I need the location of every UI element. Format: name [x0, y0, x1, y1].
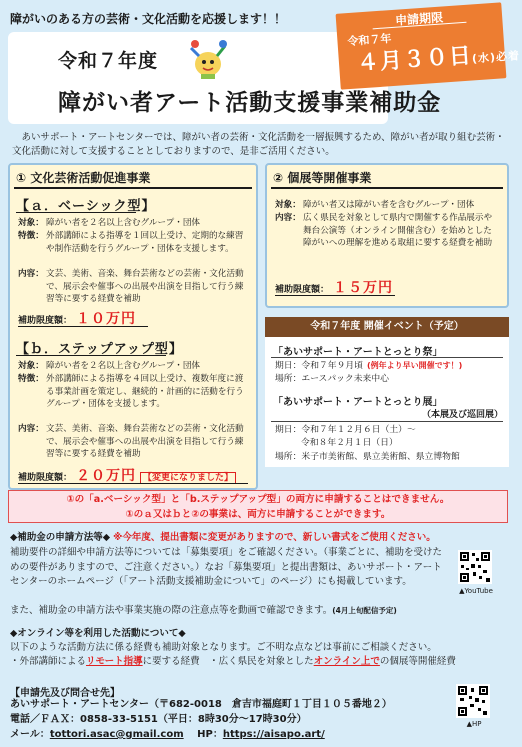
- method-heading-row: [10, 531, 470, 546]
- title-main: 障がい者アート活動支援事業補助金: [58, 90, 442, 116]
- event-2-place: 場所：米子市美術館、県立美術館、県立博物館: [275, 452, 460, 462]
- method-note: ※今年度、提出書類に変更がありますので、新しい書式をご使用ください。: [113, 532, 436, 543]
- contact-email-link[interactable]: tottori.asac@gmail.com: [49, 729, 184, 740]
- method-heading: ◆補助金の申請方法等◆: [10, 532, 111, 543]
- type-b-rule: [16, 355, 166, 356]
- type-b-target: 対象： 障がい者を２名以上含むグループ・団体: [18, 361, 201, 371]
- panel-b-target: 対象： 障がい者又は障がい者を含むグループ・団体: [275, 200, 475, 210]
- panel-a-heading-rule: [14, 187, 252, 189]
- event-2-date-start: 期日：令和７年１２月６日（土）～: [275, 425, 416, 435]
- intro-text: あいサポート・アートセンターでは、障がい者の芸術・文化活動を一層振興するため、障がい者が取り組む芸術・文化活動に対して支援することとしておりますので、是非ご活用ください。: [12, 132, 505, 157]
- event-2-title: 「あいサポート・アートとっとり展」: [273, 397, 443, 408]
- panel-b-content: 内容： 広く県民を対象として県内で開催する作品展示や舞台公演等（オンライン開催含む）を始めとした障がいへの理解を進める取組に要する経費を補助: [275, 213, 493, 248]
- deadline-date: ４月３０日(水)必着: [356, 43, 521, 77]
- events-box: [265, 317, 509, 467]
- method-video: また、補助金の申請方法や事業実施の際の注意点等を動画で確認できます。(4月上旬配信予定): [10, 605, 397, 616]
- type-b-limit: 補助限度額： ２０万円 【変更になりました】: [18, 465, 236, 485]
- online-paragraph: 以下のような活動方法に係る経費も補助対象となります。ご不明な点などは事前にご相談ください。: [10, 642, 437, 653]
- homepage-qr-label: ▲HP: [466, 720, 482, 728]
- event-1-title: 「あいサポート・アートとっとり祭」: [273, 347, 443, 358]
- contact-hp-link[interactable]: https://aisapo.art/: [222, 729, 325, 740]
- event-1-place: 場所：エースパック未来中心: [275, 374, 389, 384]
- contact-web: メール：tottori.asac@gmail.com HP：https://aisapo.art/: [10, 729, 325, 740]
- youtube-qr-label: ▲YouTube: [459, 587, 493, 595]
- mascot-icon: [183, 38, 233, 80]
- panel-b-limit: 補助限度額： １５万円: [275, 280, 394, 296]
- contact-heading: 【申請先及び問合せ先】: [10, 688, 120, 699]
- youtube-qr-code[interactable]: [458, 550, 492, 584]
- deadline-label: 申請期限: [394, 10, 444, 28]
- type-a-rule: [16, 212, 136, 213]
- panel-a-heading: ① 文化芸術活動促進事業: [16, 171, 151, 185]
- panel-b-limit-rule: [275, 295, 395, 296]
- event-2-subtitle: （本展及び巡回展）: [421, 410, 503, 420]
- type-a-limit: 補助限度額： １０万円: [18, 311, 137, 327]
- panel-b-heading-rule: [271, 187, 503, 189]
- type-a-limit-rule: [18, 326, 148, 327]
- type-b-content: 内容： 文芸、美術、音楽、舞台芸術などの芸術・文化活動で、展示会や催事への出展や出演を目指して行う練習等に要する経費を補助: [18, 424, 244, 459]
- method-paragraph: 補助要件の詳細や申請方法等については「募集要項」をご確認ください。（事業ごとに、補助を受けための要件がありますので、ご注意ください。）なお「募集要項」と提出書類は、あいサポート・アートセンターのホームページ（「アート活動支援補助金について」のページ）にも掲載しています。: [10, 547, 443, 587]
- warning-box: [8, 490, 508, 523]
- type-b-heading: 【ｂ．ステップアップ型】: [16, 342, 183, 357]
- type-a-target: 対象： 障がい者を２名以上含むグループ・団体: [18, 218, 201, 228]
- warning-line-1: ①の「a.ベーシック型」と「b.ステップアップ型」の両方に申請することはできません。: [66, 494, 450, 505]
- events-heading: 令和７年度 開催イベント（予定）: [265, 317, 509, 337]
- deadline-era: 令和７年: [347, 32, 392, 49]
- online-examples: ・外部講師によるリモート指導に要する経費 ・広く県民を対象としたオンライン上での個展等開催経費: [10, 656, 456, 667]
- warning-line-2: ①のａ又はｂと②の事業は、両方に申請することができます。: [125, 509, 391, 520]
- event-1-rule: [271, 357, 503, 358]
- type-b-feature: 特徴： 外部講師による指導を４回以上受け、複数年度に渡る事業計画を策定し、継続的・計画的に活動を行うグループ・団体を支援します。: [18, 374, 244, 409]
- panel-culture-arts: [8, 163, 258, 490]
- online-heading: ◆オンライン等を利用した活動について◆: [10, 628, 186, 639]
- event-2-date-end: 令和８年２月１日（日）: [301, 438, 398, 448]
- panel-exhibition: [265, 163, 509, 308]
- contact-org: あいサポート・アートセンター（〒682-0018 倉吉市福庭町１丁目１０５番地２）: [10, 699, 392, 710]
- title-year: 令和７年度: [58, 50, 159, 72]
- type-a-feature: 特徴： 外部講師による指導を１回以上受け、定期的な練習や制作活動を行うグループ・団体を支援します。: [18, 231, 244, 254]
- type-b-limit-rule: [18, 483, 248, 484]
- panel-b-heading: ② 個展等開催事業: [273, 171, 372, 185]
- tagline: 障がいのある方の芸術・文化活動を応援します！！: [10, 12, 287, 26]
- deadline-badge: [336, 2, 521, 89]
- contact-tel: 電話／ＦＡＸ：0858-33-5151（平日：8時30分～17時30分）: [10, 714, 307, 725]
- type-a-heading: 【ａ．ベーシック型】: [16, 199, 156, 214]
- type-a-content: 内容： 文芸、美術、音楽、舞台芸術などの芸術・文化活動で、展示会や催事への出展や出演を目指して行う練習等に要する経費を補助: [18, 269, 244, 304]
- event-2-rule: [271, 421, 503, 422]
- event-1-date: 期日：令和７年９月頃 (例年より早い開催です！): [275, 361, 463, 371]
- homepage-qr-code[interactable]: [456, 684, 490, 718]
